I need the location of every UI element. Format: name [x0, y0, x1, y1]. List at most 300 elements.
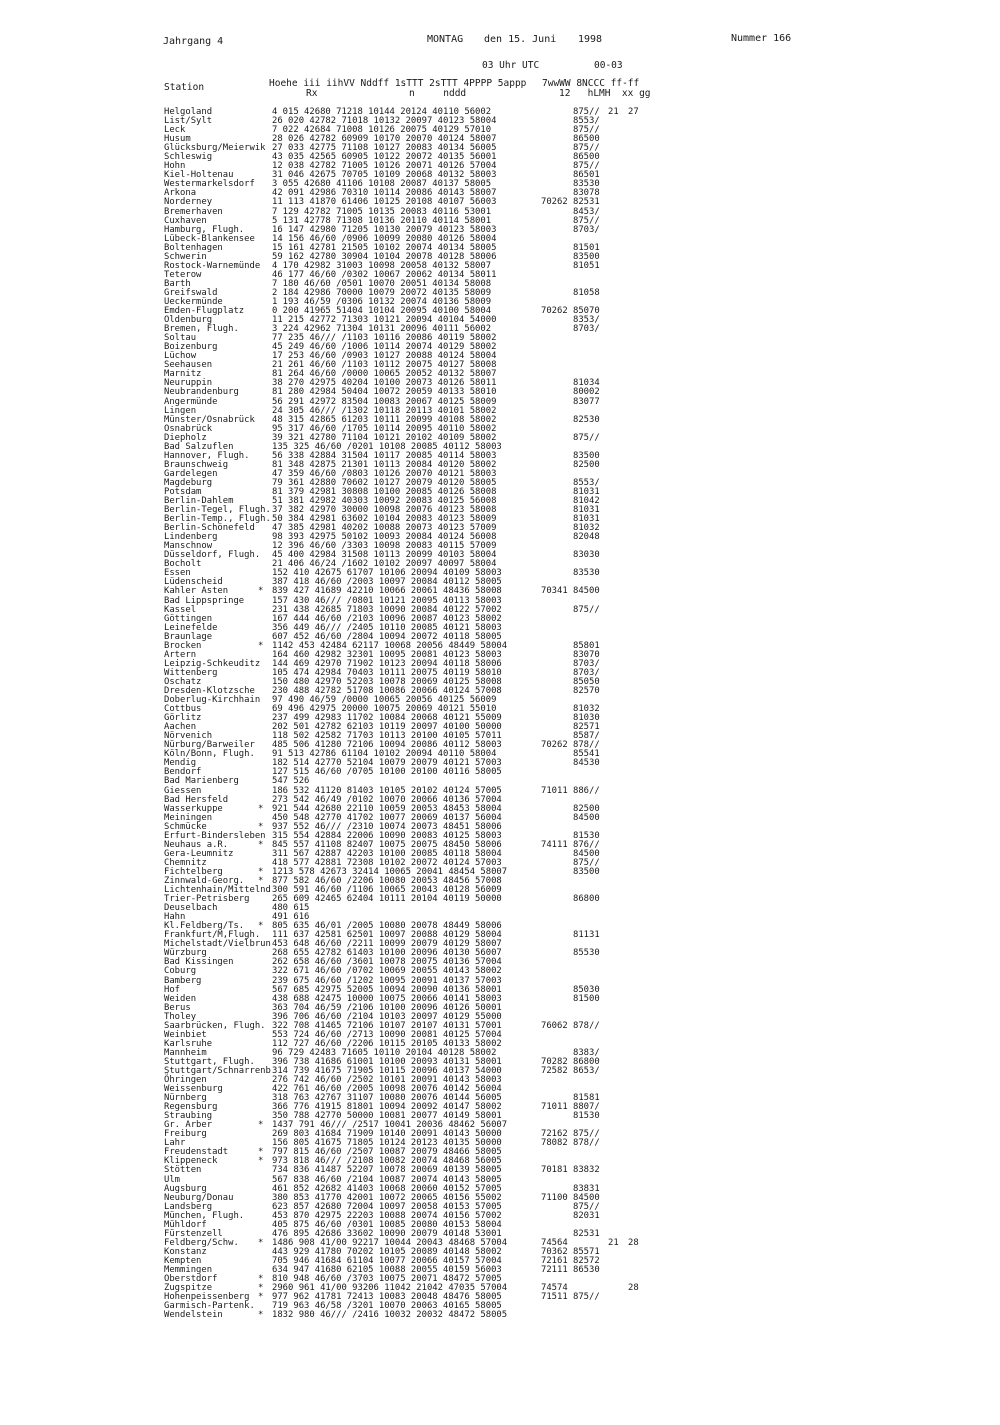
observation-values: 5 131 42778 71308 10136 20110 40114 58001: [272, 215, 492, 226]
station-name: Kahler Asten: [164, 586, 229, 597]
station-name: Kl.Feldberg/Ts.: [164, 921, 245, 932]
observation-values: 380 853 41770 42001 10072 20065 40156 55002: [272, 1192, 502, 1203]
observation-values: 2 184 42986 70000 10079 20072 40135 58009: [272, 287, 492, 298]
station-name: Fichtelberg: [164, 866, 223, 877]
observation-values: 396 738 41686 61001 10100 20093 40131 58001: [272, 1056, 502, 1067]
extra-group-8: 84530: [573, 758, 600, 769]
extra-group-8: 875//: [573, 432, 600, 443]
table-row: [0, 289, 1000, 298]
observation-values: 48 315 42865 61203 10111 20099 40108 58002: [272, 414, 497, 425]
extra-group-8: 8703/: [573, 224, 600, 235]
extra-group-8: 83831: [573, 1183, 600, 1194]
extra-group-8: 875//: [573, 1129, 600, 1140]
observation-values: 164 460 42982 32301 10095 20081 40123 58003: [272, 649, 502, 660]
observation-time-range: 00-03: [594, 60, 623, 71]
station-name: Memmingen: [164, 1265, 213, 1275]
observation-values: 51 381 42982 40303 10092 20083 40125 56008: [272, 496, 497, 507]
observation-values: 11 113 41870 61406 10125 20108 40107 56003: [272, 197, 497, 208]
observation-values: 27 033 42775 71108 10127 20083 40134 56005: [272, 143, 497, 154]
table-row: [0, 316, 1000, 325]
observation-values: 16 147 42980 71205 10130 20079 40123 58003: [272, 224, 497, 235]
observation-values: 47 359 46/60 /0803 10126 20070 40121 58003: [272, 468, 497, 479]
extra-group-8: 82031: [573, 1210, 600, 1221]
station-name: Bad Lippspringe: [164, 595, 245, 606]
table-row: [0, 171, 1000, 180]
observation-values: 273 542 46/49 /0102 10070 20066 40136 57004: [272, 794, 502, 805]
observation-values: 156 805 41675 71805 10124 20123 40135 50000: [272, 1138, 502, 1149]
observation-values: 921 544 42680 22110 10059 20053 48453 58004: [272, 803, 502, 814]
station-name: Nörvenich: [164, 731, 213, 742]
station-name: Straubing: [164, 1111, 213, 1122]
station-name: Lübeck-Blankensee: [164, 233, 255, 244]
observation-values: 135 325 46/60 /0201 10108 20085 40112 58003: [272, 441, 502, 452]
station-name: Marnitz: [164, 369, 202, 380]
table-row: [0, 533, 1000, 542]
observation-values: 46 177 46/60 /0302 10067 20062 40134 58011: [272, 269, 497, 280]
extra-group-8: 875//: [573, 107, 600, 117]
station-name: Frankfurt/M,Flugh.: [164, 930, 261, 941]
year-label: 1998: [578, 34, 603, 45]
observation-values: 1832 980 46/// /2416 10032 20032 48472 58005: [272, 1310, 508, 1321]
station-name: Bad Hersfeld: [164, 794, 229, 805]
extra-group-8: 85070: [573, 306, 600, 317]
station-name: Giessen: [164, 785, 202, 796]
extra-columns-subheader: 12 hLMH xx gg: [559, 88, 651, 99]
table-row: [0, 696, 1000, 705]
extra-group-8: 81031: [573, 486, 600, 497]
station-name: Stuttgart/Schnarrenb: [164, 1065, 271, 1076]
station-name: Wendelstein: [164, 1310, 223, 1321]
station-name: Erfurt-Bindersleben: [164, 830, 266, 841]
observation-values: 797 815 46/60 /2507 10087 20079 48466 58005: [272, 1147, 502, 1158]
observation-time: 03 Uhr UTC: [482, 60, 540, 71]
station-name: Coburg: [164, 966, 197, 977]
station-name: Hahn: [164, 912, 186, 923]
station-name: Tholey: [164, 1011, 197, 1022]
station-name: Angermünde: [164, 396, 218, 407]
observation-values: 547 526: [272, 776, 310, 787]
table-row: [0, 488, 1000, 497]
station-name: Osnabrück: [164, 423, 213, 434]
station-name: Bendorf: [164, 767, 202, 778]
observation-values: 97 490 46/59 /0000 10065 20056 40125 56009: [272, 695, 497, 706]
observation-values: 363 704 46/59 /2106 10100 20096 40126 50001: [272, 1002, 502, 1013]
table-row: [0, 343, 1000, 352]
observation-values: 265 609 42465 62404 10111 20104 40119 50000: [272, 894, 502, 905]
mountain-marker: *: [258, 1310, 264, 1321]
extra-gg: 27: [628, 107, 639, 117]
extra-group-8: 81032: [573, 523, 600, 534]
station-name: Bad Salzuflen: [164, 441, 234, 452]
table-row: [0, 768, 1000, 777]
station-name: Kiel-Holtenau: [164, 170, 234, 181]
station-name: Emden-Flugplatz: [164, 306, 245, 317]
station-name: Garmisch-Partenk.: [164, 1301, 255, 1312]
observation-values: 1213 578 42673 32414 10065 20041 48454 58007: [272, 866, 508, 877]
station-column-header: Station: [164, 82, 205, 93]
observation-values: 268 655 42782 61403 10100 20096 40130 56007: [272, 948, 502, 959]
table-row: [0, 244, 1000, 253]
observation-values: 50 384 42981 63602 10104 20083 40123 58009: [272, 514, 497, 525]
extra-group-8: 8703/: [573, 667, 600, 678]
table-row: [0, 741, 1000, 750]
mountain-marker: *: [258, 803, 264, 814]
observation-values: 4 170 42982 31003 10098 20058 40132 58007: [272, 260, 492, 271]
table-row: [0, 198, 1000, 207]
station-name: Neuhaus a.R.: [164, 839, 229, 850]
observation-values: 443 929 41780 70202 10105 20089 40148 58002: [272, 1246, 502, 1257]
observation-values: 112 727 46/60 /2206 10115 20105 40133 58002: [272, 1038, 502, 1049]
table-row: [0, 162, 1000, 171]
station-name: Weinbiet: [164, 1029, 207, 1040]
observation-values: 167 444 46/60 /2103 10096 20087 40123 58002: [272, 613, 502, 624]
station-name: Konstanz: [164, 1246, 207, 1257]
table-row: [0, 479, 1000, 488]
extra-group-8: 81500: [573, 993, 600, 1004]
observation-values: 15 161 42781 21505 10102 20074 40134 58005: [272, 242, 497, 253]
extra-group-8: 82530: [573, 414, 600, 425]
station-name: Michelstadt/Vielbrun: [164, 939, 271, 950]
extra-group-7: 74574: [541, 1283, 568, 1294]
observation-values: 28 026 42782 60909 10170 20070 40124 58007: [272, 134, 497, 145]
station-name: Bad Marienberg: [164, 776, 239, 787]
extra-group-8: 81501: [573, 242, 600, 253]
extra-group-8: 86800: [573, 894, 600, 905]
main-columns-header: Hoehe iii iihVV Nddff 1sTTT 2sTTT 4PPPP 5appp: [269, 78, 527, 89]
table-row: [0, 524, 1000, 533]
extra-group-7: 70282: [541, 1056, 568, 1067]
station-name: Mendig: [164, 758, 197, 769]
observation-values: 877 582 46/60 /2206 10080 20053 48456 57008: [272, 875, 502, 886]
extra-group-8: 82570: [573, 686, 600, 696]
table-row: [0, 271, 1000, 280]
extra-group-8: 86530: [573, 1265, 600, 1275]
station-name: Seehausen: [164, 360, 213, 371]
table-row: [0, 687, 1000, 696]
extra-group-7: 71011: [541, 1102, 568, 1113]
observation-values: 719 963 46/58 /3201 10070 20063 40165 58005: [272, 1301, 502, 1312]
mountain-marker: *: [258, 839, 264, 850]
observation-values: 81 379 42981 30808 10100 20085 40126 58008: [272, 486, 497, 497]
extra-group-8: 83530: [573, 179, 600, 190]
observation-values: 322 708 41465 72106 10107 20107 40131 57001: [272, 1020, 502, 1031]
station-name: Münster/Osnabrück: [164, 414, 255, 425]
observation-values: 98 393 42975 50102 10093 20084 40124 56008: [272, 532, 497, 543]
extra-group-8: 8703/: [573, 324, 600, 335]
station-name: Oldenburg: [164, 315, 213, 326]
station-name: Stuttgart, Flugh.: [164, 1056, 255, 1067]
observation-values: 839 427 41689 42210 10066 20061 48436 58008: [272, 586, 502, 597]
extra-group-7: 70341: [541, 586, 568, 597]
mountain-marker: *: [258, 1120, 264, 1131]
table-row: [0, 470, 1000, 479]
observation-values: 59 162 42780 30904 10104 20078 40128 58006: [272, 251, 497, 262]
station-name: Lingen: [164, 405, 197, 416]
mountain-marker: *: [258, 1274, 264, 1285]
station-name: Neuruppin: [164, 378, 213, 389]
station-name: Mühldorf: [164, 1219, 207, 1230]
observation-values: 45 249 46/60 /1006 10114 20074 40129 58002: [272, 342, 497, 353]
extra-group-8: 878//: [573, 1138, 600, 1149]
extra-group-8: 875//: [573, 161, 600, 172]
observation-values: 202 501 42782 62103 10119 20097 40100 50000: [272, 722, 502, 733]
station-table: [0, 108, 1000, 1320]
observation-values: 56 291 42972 83504 10083 20067 40125 58009: [272, 396, 497, 407]
table-row: [0, 325, 1000, 334]
extra-group-8: 83078: [573, 188, 600, 199]
station-name: Leinefelde: [164, 622, 218, 633]
extra-group-7: 70262: [541, 306, 568, 317]
station-name: Essen: [164, 568, 191, 579]
table-row: [0, 1311, 1000, 1320]
extra-group-8: 81034: [573, 378, 600, 389]
observation-values: 356 449 46/// /2405 10110 20085 40121 58003: [272, 622, 502, 633]
station-name: Oschatz: [164, 676, 202, 687]
extra-group-8: 875//: [573, 215, 600, 226]
station-name: Hohenpeissenberg: [164, 1292, 250, 1303]
extra-group-8: 8453/: [573, 206, 600, 217]
station-name: Mannheim: [164, 1047, 207, 1058]
observation-values: 491 616: [272, 912, 310, 923]
extra-group-8: 875//: [573, 857, 600, 868]
extra-group-8: 84500: [573, 1192, 600, 1203]
extra-group-8: 83500: [573, 251, 600, 262]
extra-group-8: 83500: [573, 866, 600, 877]
observation-values: 237 499 42983 11702 10084 20068 40121 55009: [272, 713, 502, 724]
observation-values: 480 615: [272, 903, 310, 914]
station-name: Hamburg, Flugh.: [164, 224, 245, 235]
observation-values: 973 818 46/// /2108 10082 20074 48468 56005: [272, 1156, 502, 1167]
observation-values: 14 156 46/60 /0906 10099 20080 40126 58004: [272, 233, 497, 244]
extra-group-7: 70262: [541, 197, 568, 208]
table-row: [0, 298, 1000, 307]
station-name: Artern: [164, 649, 197, 660]
weekday-label: MONTAG: [427, 34, 464, 45]
station-name: Hannover, Flugh.: [164, 450, 250, 461]
extra-group-8: 82571: [573, 722, 600, 733]
table-row: [0, 551, 1000, 560]
observation-values: 26 020 42782 71018 10132 20097 40123 58004: [272, 116, 497, 127]
extra-group-8: 85530: [573, 948, 600, 959]
extra-group-7: 76062: [541, 1020, 568, 1031]
station-name: Bad Kissingen: [164, 957, 234, 968]
extra-group-8: 81031: [573, 514, 600, 525]
station-name: Gardelegen: [164, 468, 218, 479]
extra-group-8: 86500: [573, 152, 600, 163]
date-label: den 15. Juni: [484, 34, 557, 45]
extra-group-8: 82500: [573, 803, 600, 814]
extra-group-8: 8587/: [573, 731, 600, 742]
table-row: [0, 515, 1000, 524]
station-name: Köln/Bonn, Flugh.: [164, 749, 255, 760]
observation-values: 1437 791 46/// /2517 10041 20036 48462 56007: [272, 1120, 508, 1131]
main-columns-subheader: Rx n nddd: [306, 88, 467, 99]
extra-group-8: 82500: [573, 459, 600, 470]
observation-values: 69 496 42975 20000 10075 20069 40121 55010: [272, 704, 497, 715]
observation-values: 623 857 42680 72004 10097 20058 40153 57005: [272, 1201, 502, 1212]
station-name: Neuburg/Donau: [164, 1192, 234, 1203]
station-name: Karlsruhe: [164, 1038, 213, 1049]
station-name: Braunlage: [164, 631, 213, 642]
observation-values: 937 552 46/// /2310 10074 20073 48451 58006: [272, 821, 502, 832]
extra-group-8: 83832: [573, 1165, 600, 1176]
station-name: Meiningen: [164, 812, 213, 823]
extra-group-8: 8353/: [573, 315, 600, 326]
observation-values: 105 474 42984 70403 10111 20075 40119 58010: [272, 667, 502, 678]
station-name: Berlin-Dahlem: [164, 496, 234, 507]
station-name: Berlin-Schönefeld: [164, 523, 255, 534]
extra-group-8: 82531: [573, 197, 600, 208]
station-name: Lüdenscheid: [164, 577, 223, 588]
extra-group-7: 72111: [541, 1265, 568, 1275]
observation-values: 315 554 42884 22006 10090 20083 40125 58003: [272, 830, 502, 841]
station-name: Fürstenzell: [164, 1228, 223, 1239]
mountain-marker: *: [258, 1237, 264, 1248]
table-row: [0, 108, 1000, 117]
extra-group-7: 71511: [541, 1292, 568, 1303]
extra-group-7: 74111: [541, 839, 568, 850]
station-name: Regensburg: [164, 1102, 218, 1113]
observation-values: 43 035 42565 60905 10122 20072 40135 56001: [272, 152, 497, 163]
observation-values: 300 591 46/60 /1106 10065 20043 40128 56009: [272, 885, 502, 896]
extra-group-8: 878//: [573, 1020, 600, 1031]
observation-values: 607 452 46/60 /2804 10094 20072 40118 58005: [272, 631, 502, 642]
mountain-marker: *: [258, 866, 264, 877]
station-name: Lüchow: [164, 351, 197, 362]
station-name: Nürburg/Barweiler: [164, 740, 255, 751]
station-name: Lindenberg: [164, 532, 218, 543]
observation-values: 1 193 46/59 /0306 10132 20074 40136 58009: [272, 296, 492, 307]
table-row: [0, 379, 1000, 388]
extra-group-8: 85801: [573, 640, 600, 651]
station-name: Göttingen: [164, 613, 213, 624]
observation-values: 81 348 42875 21301 10113 20084 40120 58002: [272, 459, 497, 470]
extra-group-8: 875//: [573, 125, 600, 136]
station-name: Augsburg: [164, 1183, 207, 1194]
table-row: [0, 452, 1000, 461]
table-row: [0, 144, 1000, 153]
table-row: [0, 135, 1000, 144]
observation-values: 127 515 46/60 /0705 10100 20100 40116 58005: [272, 767, 502, 778]
extra-group-8: 875//: [573, 1201, 600, 1212]
observation-values: 438 688 42475 10000 10075 20066 40141 58003: [272, 993, 502, 1004]
observation-values: 17 253 46/60 /0903 10127 20088 40124 58004: [272, 351, 497, 362]
station-name: Öhringen: [164, 1075, 207, 1086]
extra-group-8: 83070: [573, 649, 600, 660]
observation-values: 37 382 42970 30000 10098 20076 40123 58008: [272, 505, 497, 516]
extra-group-7: 71100: [541, 1192, 568, 1203]
table-row: [0, 461, 1000, 470]
station-name: Lahr: [164, 1138, 186, 1149]
observation-values: 118 502 42582 71703 10113 20100 40105 57011: [272, 731, 502, 742]
table-row: [0, 398, 1000, 407]
extra-group-8: 8807/: [573, 1102, 600, 1113]
extra-group-8: 83030: [573, 550, 600, 561]
observation-values: 231 438 42685 71803 10090 20084 40122 57002: [272, 604, 502, 615]
observation-values: 186 532 41120 81403 10105 20102 40124 57005: [272, 785, 502, 796]
observation-values: 553 724 46/60 /2713 10090 20081 40125 57004: [272, 1029, 502, 1040]
station-name: Düsseldorf, Flugh.: [164, 550, 261, 561]
table-row: [0, 208, 1000, 217]
extra-group-8: 85541: [573, 749, 600, 760]
station-name: Kempten: [164, 1255, 202, 1266]
table-row: [0, 307, 1000, 316]
extra-group-8: 878//: [573, 740, 600, 751]
station-name: Schleswig: [164, 152, 213, 163]
table-row: [0, 262, 1000, 271]
station-name: Ulm: [164, 1174, 181, 1185]
station-name: Hohn: [164, 161, 186, 172]
extra-group-8: 81030: [573, 713, 600, 724]
extra-group-7: 70181: [541, 1165, 568, 1176]
observation-values: 845 557 41108 82407 10075 20075 48450 58006: [272, 839, 502, 850]
table-row: [0, 370, 1000, 379]
table-row: [0, 497, 1000, 506]
station-name: Oberstdorf: [164, 1274, 218, 1285]
observation-values: 453 870 42975 22203 10088 20074 40156 57002: [272, 1210, 502, 1221]
station-name: Potsdam: [164, 486, 202, 497]
station-name: Hof: [164, 984, 181, 995]
extra-group-8: 81031: [573, 505, 600, 516]
table-row: [0, 506, 1000, 515]
table-row: [0, 388, 1000, 397]
station-name: Deuselbach: [164, 903, 218, 914]
observation-values: 810 948 46/60 /3703 10075 20071 48472 57005: [272, 1274, 502, 1285]
station-name: Glücksburg/Meierwik: [164, 143, 266, 154]
station-name: Leipzig-Schkeuditz: [164, 658, 261, 669]
observation-values: 45 400 42984 31508 10113 20099 40103 58004: [272, 550, 497, 561]
table-row: [0, 180, 1000, 189]
extra-group-8: 875//: [573, 604, 600, 615]
observation-values: 24 305 46/// /1302 10118 20113 40101 58002: [272, 405, 497, 416]
extra-group-8: 84500: [573, 848, 600, 859]
extra-group-8: 81042: [573, 496, 600, 507]
extra-group-8: 8383/: [573, 1047, 600, 1058]
extra-group-8: 84500: [573, 586, 600, 597]
station-name: Barth: [164, 278, 191, 289]
observation-values: 485 506 41280 72106 10094 20086 40112 58003: [272, 740, 502, 751]
extra-group-8: 81131: [573, 930, 600, 941]
observation-values: 0 200 41965 51404 10104 20095 40100 58004: [272, 306, 492, 317]
observation-values: 7 129 42782 71005 10135 20083 40116 53001: [272, 206, 492, 217]
extra-group-7: 74564: [541, 1237, 568, 1248]
extra-group-7: 72582: [541, 1065, 568, 1076]
station-name: Doberlug-Kirchhain: [164, 695, 261, 706]
station-name: Soltau: [164, 333, 197, 344]
volume-label: Jahrgang 4: [163, 36, 224, 47]
observation-values: 269 803 41684 71909 10140 20091 40143 50000: [272, 1129, 502, 1140]
station-name: Weiden: [164, 993, 197, 1004]
extra-group-8: 83077: [573, 396, 600, 407]
extra-group-8: 8553/: [573, 116, 600, 127]
station-name: Zugspitze: [164, 1283, 213, 1294]
station-name: Boltenhagen: [164, 242, 223, 253]
mountain-marker: *: [258, 1147, 264, 1158]
observation-values: 47 385 42981 40202 10088 20073 40123 57009: [272, 523, 497, 534]
observation-values: 11 215 42772 71303 10121 20094 40104 54000: [272, 315, 497, 326]
observation-values: 322 671 46/60 /0702 10069 20055 40143 58002: [272, 966, 502, 977]
station-name: Greifswald: [164, 287, 218, 298]
station-name: Helgoland: [164, 107, 213, 117]
extra-group-8: 86800: [573, 1056, 600, 1067]
station-name: Boizenburg: [164, 342, 218, 353]
mountain-marker: *: [258, 875, 264, 886]
observation-values: 7 022 42684 71008 10126 20075 40129 57010: [272, 125, 492, 136]
extra-group-8: 886//: [573, 785, 600, 796]
station-name: Berlin-Temp., Flugh.: [164, 514, 271, 525]
observation-values: 453 648 46/60 /2211 10099 20079 40129 58007: [272, 939, 502, 950]
observation-values: 567 685 42975 52005 10094 20090 40136 58001: [272, 984, 502, 995]
